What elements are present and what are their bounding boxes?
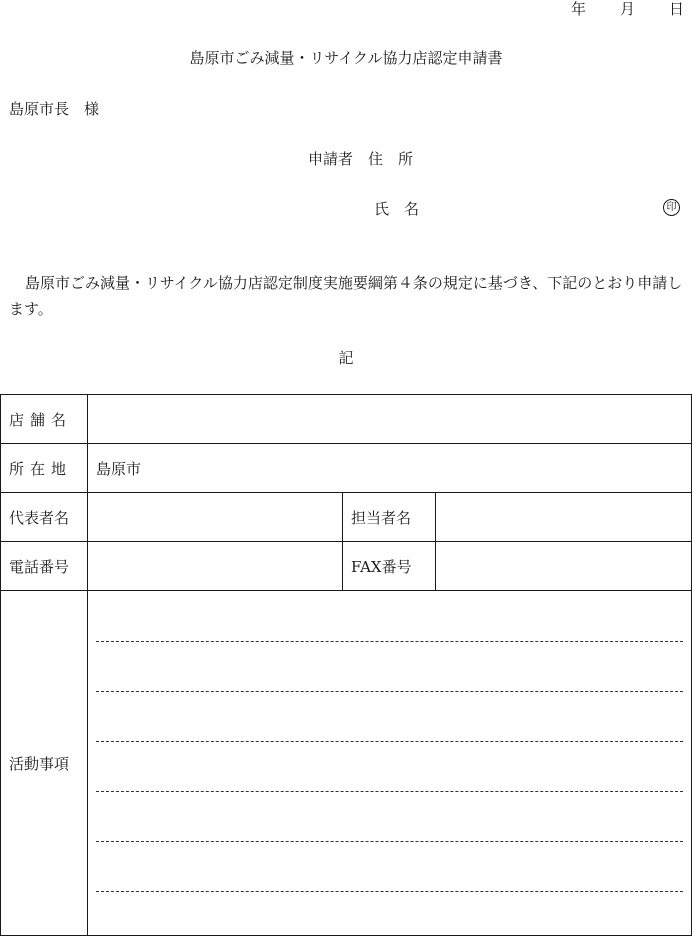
contact-person-field[interactable] — [436, 493, 692, 542]
activities-dashed-line — [96, 641, 683, 642]
contact-person-label: 担当者名 — [343, 493, 436, 542]
applicant-name-label: 氏 名 — [374, 200, 420, 218]
representative-label: 代表者名 — [1, 493, 88, 542]
activities-field[interactable] — [88, 591, 692, 936]
date-line — [571, 0, 684, 19]
activities-label: 活動事項 — [1, 591, 88, 936]
row-store-name — [1, 395, 692, 444]
date-year-label: 年 — [570, 0, 586, 18]
activities-dashed-line — [96, 691, 683, 692]
row-representative — [1, 493, 692, 542]
phone-field[interactable] — [88, 542, 343, 591]
activities-lines — [88, 591, 691, 935]
phone-label: 電話番号 — [1, 542, 88, 591]
activities-dashed-line — [96, 791, 683, 792]
application-form-table — [0, 394, 692, 936]
store-name-label: 店舗名 — [1, 395, 88, 444]
fax-label: FAX番号 — [343, 542, 436, 591]
fax-field[interactable] — [436, 542, 692, 591]
date-day-label: 日 — [668, 0, 684, 18]
addressee: 島原市長 様 — [9, 100, 100, 118]
activities-dashed-line — [96, 891, 683, 892]
activities-dashed-line — [96, 741, 683, 742]
ki-heading: 記 — [338, 349, 354, 367]
row-location — [1, 444, 692, 493]
seal-mark: 印 — [663, 199, 680, 216]
applicant-address-label: 申請者 住 所 — [308, 150, 414, 168]
store-name-field[interactable] — [88, 395, 692, 444]
date-month-label: 月 — [619, 0, 635, 18]
row-activities — [1, 591, 692, 936]
document-title: 島原市ごみ減量・リサイクル協力店認定申請書 — [189, 49, 503, 67]
activities-dashed-line — [96, 841, 683, 842]
location-field[interactable]: 島原市 — [88, 444, 692, 493]
location-label: 所在地 — [1, 444, 88, 493]
row-phone — [1, 542, 692, 591]
representative-field[interactable] — [88, 493, 343, 542]
application-statement: 島原市ごみ減量・リサイクル協力店認定制度実施要綱第４条の規定に基づき、下記のとおり申請します。 — [9, 274, 683, 318]
